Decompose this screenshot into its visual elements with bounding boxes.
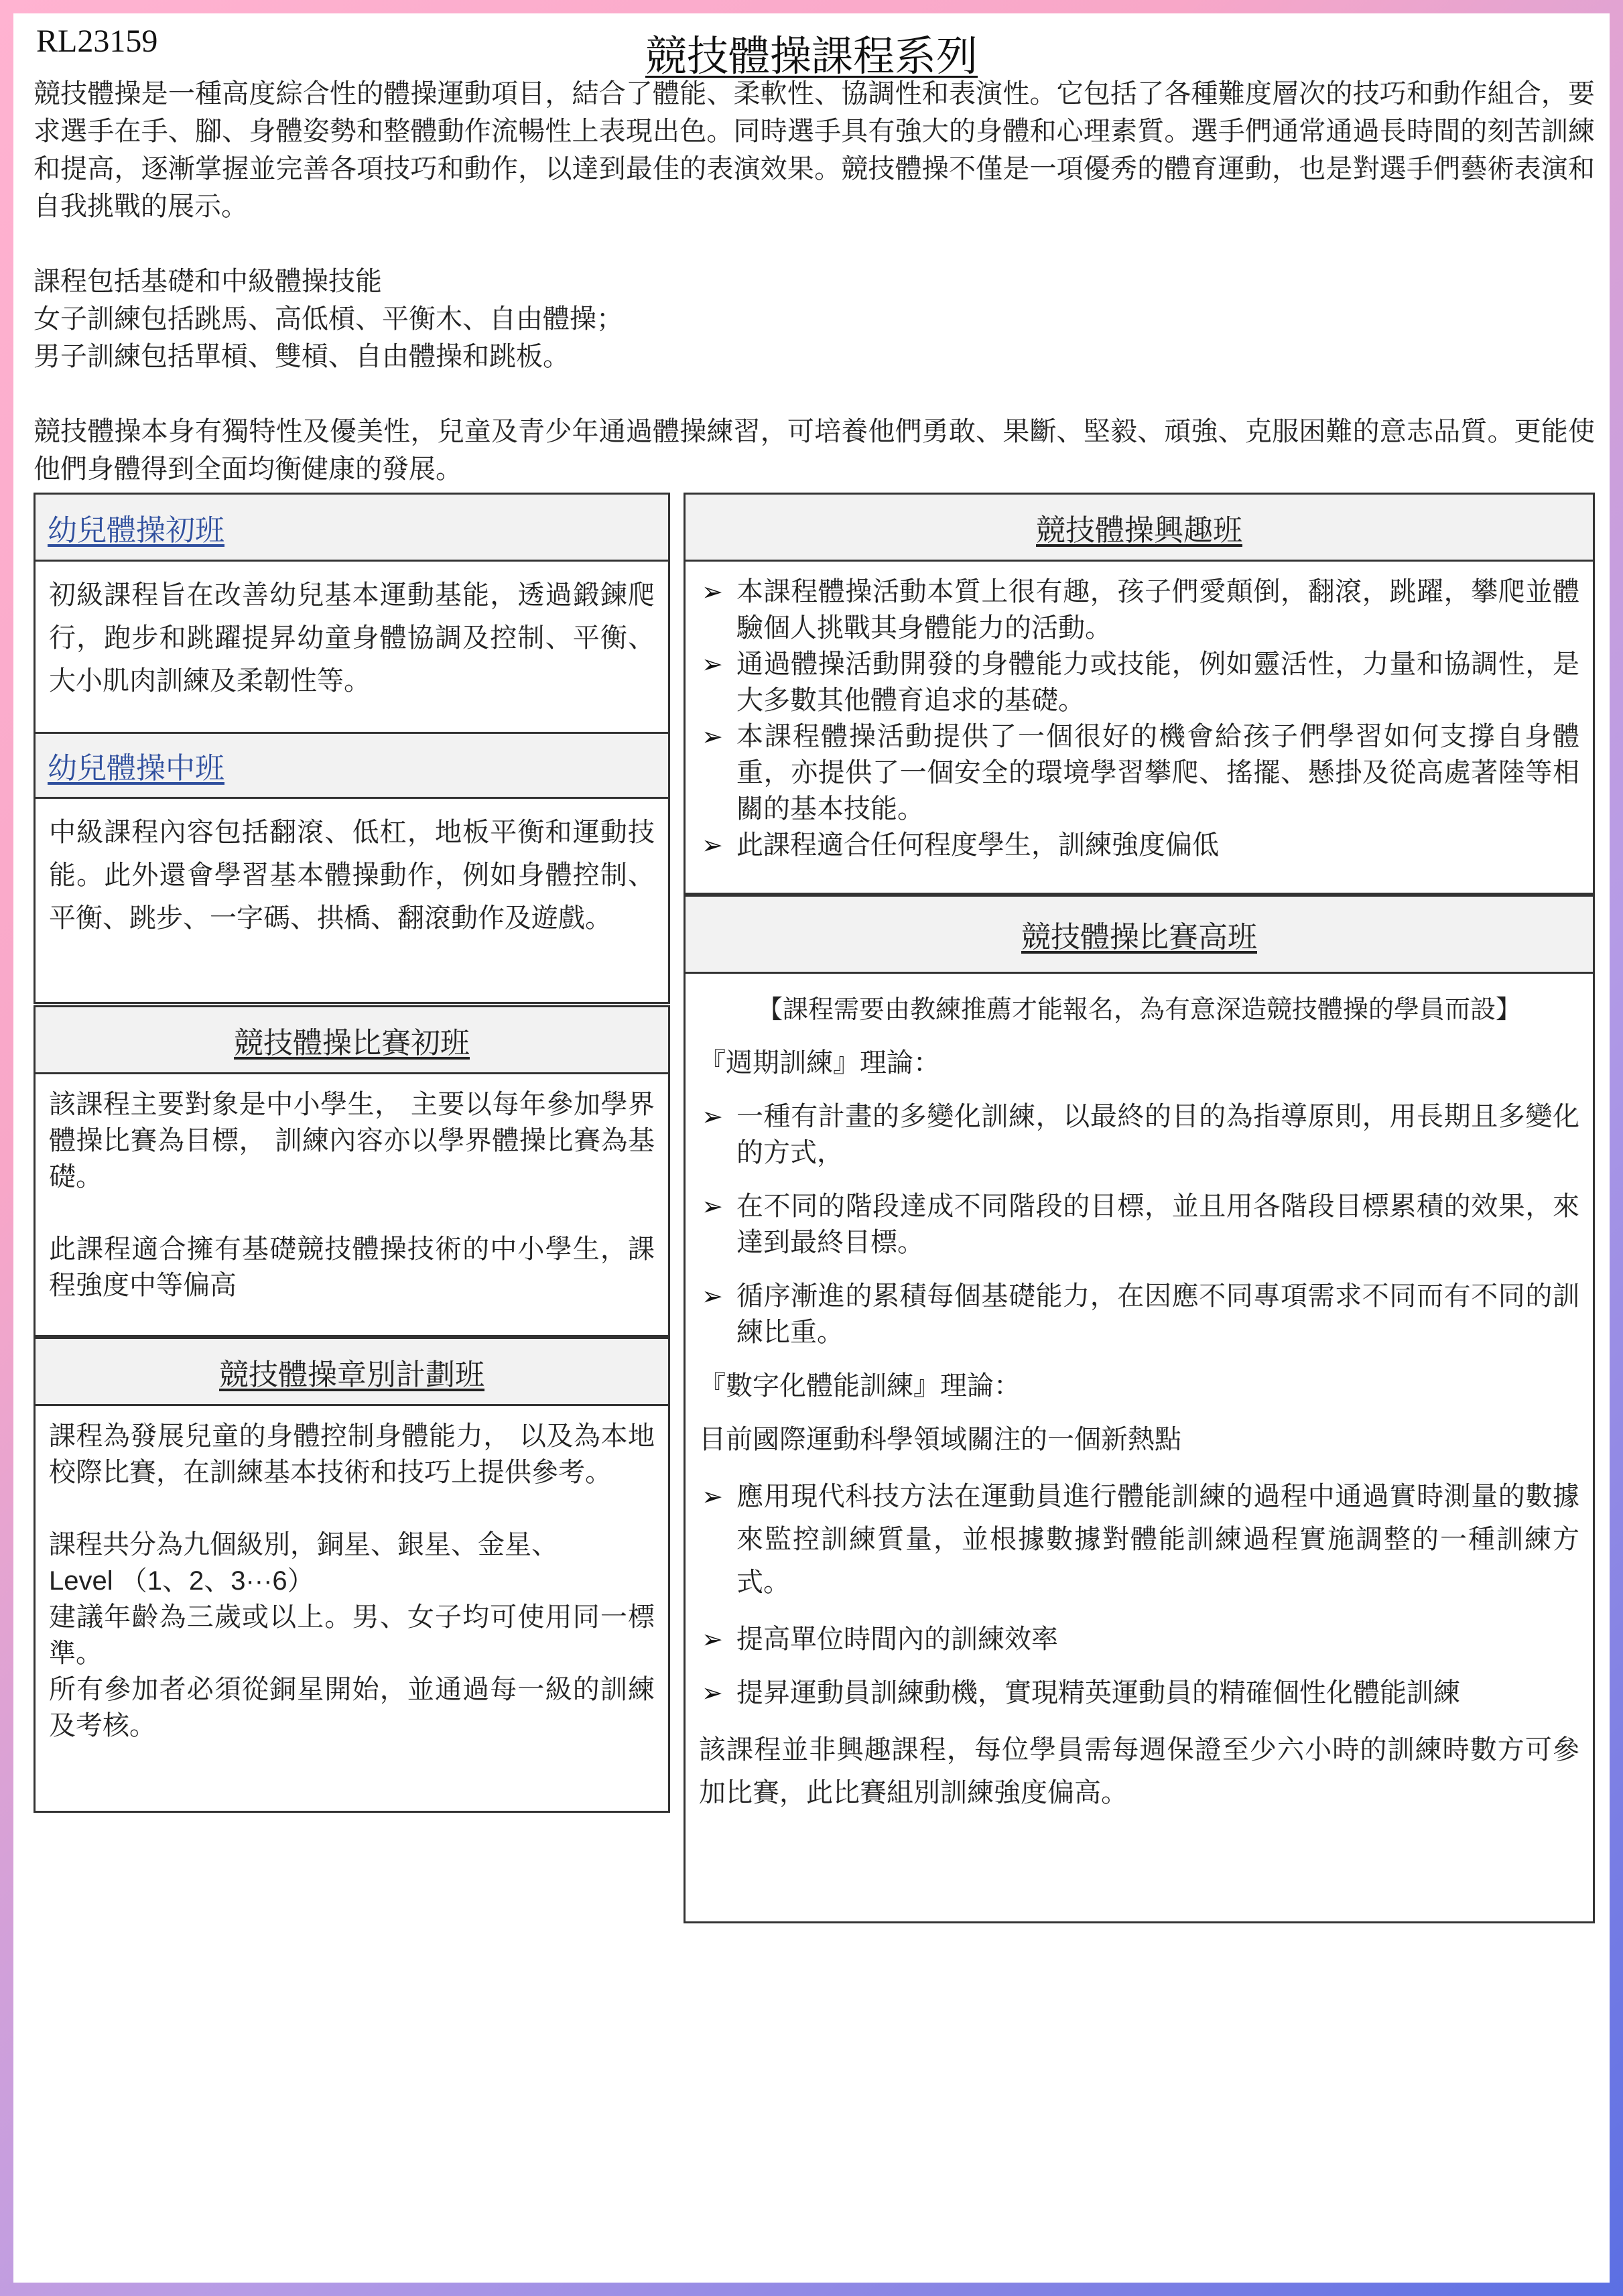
periodic-training-list: [699, 1098, 1579, 1350]
list-item: ➢ 在不同的階段達成不同階段的目標，並且用各階段目標累積的效果，來達到最終目標。: [699, 1188, 1579, 1261]
arrow-bullet-icon: ➢: [702, 1102, 723, 1131]
intro-section: [34, 75, 1595, 488]
badge-program-body: [36, 1406, 668, 1756]
document-page: [13, 13, 1610, 2283]
badge-program-requirement: 所有參加者必須從銅星開始，並通過每一級的訓練及考核。: [49, 1674, 655, 1741]
badge-program-level-range: Level （1、2、3···6）: [49, 1566, 314, 1596]
list-item: ➢ 本課程體操活動提供了一個很好的機會給孩子們學習如何支撐自身體重，亦提供了一個安全的環境學習攀爬、搖擺、懸掛及從高處著陸等相關的基本技能。: [699, 718, 1579, 827]
list-item: ➢ 提昇運動員訓練動機，實現精英運動員的精確個性化體能訓練: [699, 1675, 1579, 1711]
infant-beginner-body: 初級課程旨在改善幼兒基本運動基能，透過鍛鍊爬行，跑步和跳躍提昇幼童身體協調及控制、平衡、大小肌肉訓練及柔韌性等。: [49, 580, 655, 696]
infant-classes-box: [34, 493, 670, 1004]
badge-program-title: 競技體操章別計劃班: [36, 1339, 668, 1406]
list-item: ➢ 循序漸進的累積每個基礎能力，在因應不同專項需求不同而有不同的訓練比重。: [699, 1278, 1579, 1350]
list-item: ➢ 提高單位時間內的訓練效率: [699, 1621, 1579, 1657]
arrow-bullet-icon: ➢: [702, 1192, 723, 1221]
intro-line-men: 男子訓練包括單槓、雙槓、自由體操和跳板。: [34, 341, 570, 372]
interest-class-list: [699, 574, 1579, 863]
interest-class-title: 競技體操興趣班: [686, 495, 1593, 562]
competition-advanced-box: [684, 895, 1595, 1923]
intro-line-women: 女子訓練包括跳馬、高低槓、平衡木、自由體操；: [34, 304, 623, 334]
arrow-bullet-icon: ➢: [702, 722, 723, 751]
competition-beginner-intensity: 此課程適合擁有基礎競技體操技術的中小學生，課程強度中等偏高: [49, 1234, 655, 1301]
arrow-bullet-icon: ➢: [702, 1482, 723, 1511]
arrow-bullet-icon: ➢: [702, 1281, 723, 1311]
arrow-bullet-icon: ➢: [702, 649, 723, 679]
arrow-bullet-icon: ➢: [702, 830, 723, 860]
list-item: ➢ 本課程體操活動本質上很有趣，孩子們愛顛倒，翻滾，跳躍，攀爬並體驗個人挑戰其身體能力的活動。: [699, 574, 1579, 646]
document-id: RL23159: [36, 23, 158, 59]
infant-intermediate-title[interactable]: 幼兒體操中班: [36, 732, 668, 799]
badge-program-levels: 課程共分為九個級別，銅星、銀星、金星、: [49, 1529, 558, 1560]
competition-beginner-text: 該課程主要對象是中小學生， 主要以每年參加學界體操比賽為目標， 訓練內容亦以學界體操比賽為基礎。: [49, 1089, 655, 1192]
list-item: ➢ 通過體操活動開發的身體能力或技能，例如靈活性，力量和協調性，是大多數其他體育追求的基礎。: [699, 646, 1579, 718]
arrow-bullet-icon: ➢: [702, 577, 723, 607]
interest-class-body: [686, 562, 1593, 875]
page-title: 競技體操課程系列: [645, 31, 978, 80]
digital-training-list: [699, 1475, 1579, 1711]
interest-class-box: [684, 493, 1595, 895]
arrow-bullet-icon: ➢: [702, 1678, 723, 1708]
infant-beginner-title[interactable]: 幼兒體操初班: [36, 495, 668, 562]
enrollment-note: 【課程需要由教練推薦才能報名，為有意深造競技體操的學員而設】: [757, 995, 1521, 1024]
infant-intermediate-body: 中級課程內容包括翻滾、低杠，地板平衡和運動技能。此外還會學習基本體操動作，例如身體控制、平衡、跳步、一字碼、拱橋、翻滾動作及遊戲。: [49, 817, 655, 934]
arrow-bullet-icon: ➢: [702, 1624, 723, 1654]
intensity-note: 該課程並非興趣課程，每位學員需每週保證至少六小時的訓練時數方可參加比賽，此比賽組別訓練強度偏高。: [699, 1734, 1579, 1808]
intro-paragraph: 競技體操是一種高度綜合性的體操運動項目，結合了體能、柔軟性、協調性和表演性。它包括了各種難度層次的技巧和動作組合，要求選手在手、腳、身體姿勢和整體動作流暢性上表現出色。同時選手具有強大的身體和心理素質。選手們通常通過長時間的刻苦訓練和提高，逐漸掌握並完善各項技巧和動作，以達到最佳的表演效果。競技體操不僅是一項優秀的體育運動，也是對選手們藝術表演和自我挑戰的展示。: [34, 78, 1595, 222]
list-item: ➢ 一種有計畫的多變化訓練，以最終的目的為指導原則，用長期且多變化的方式，: [699, 1098, 1579, 1171]
intro-paragraph-benefits: 競技體操本身有獨特性及優美性，兒童及青少年通過體操練習，可培養他們勇敢、果斷、堅毅、頑強、克服困難的意志品質。更能使他們身體得到全面均衡健康的發展。: [34, 416, 1595, 485]
competition-beginner-box: [34, 1005, 670, 1337]
list-item: ➢ 此課程適合任何程度學生，訓練強度偏低: [699, 827, 1579, 863]
badge-program-age: 建議年齡為三歲或以上。男、女子均可使用同一標準。: [49, 1602, 655, 1669]
competition-beginner-body: [36, 1074, 668, 1316]
competition-advanced-title: 競技體操比賽高班: [686, 897, 1593, 974]
competition-advanced-body: [686, 974, 1593, 1844]
list-item: ➢ 應用現代科技方法在運動員進行體能訓練的過程中通過實時測量的數據來監控訓練質量，並根據數據對體能訓練過程實施調整的一種訓練方式。: [699, 1475, 1579, 1604]
competition-beginner-title: 競技體操比賽初班: [36, 1007, 668, 1074]
digital-training-heading: 『數字化體能訓練』理論：: [699, 1370, 1021, 1401]
badge-program-box: [34, 1337, 670, 1813]
periodic-training-heading: 『週期訓練』理論：: [699, 1047, 940, 1078]
digital-training-intro: 目前國際運動科學領域關注的一個新熱點: [699, 1424, 1181, 1455]
badge-program-intro: 課程為發展兒童的身體控制身體能力， 以及為本地校際比賽，在訓練基本技術和技巧上提供參考。: [49, 1421, 655, 1488]
intro-line-courses: 課程包括基礎和中級體操技能: [34, 266, 382, 297]
